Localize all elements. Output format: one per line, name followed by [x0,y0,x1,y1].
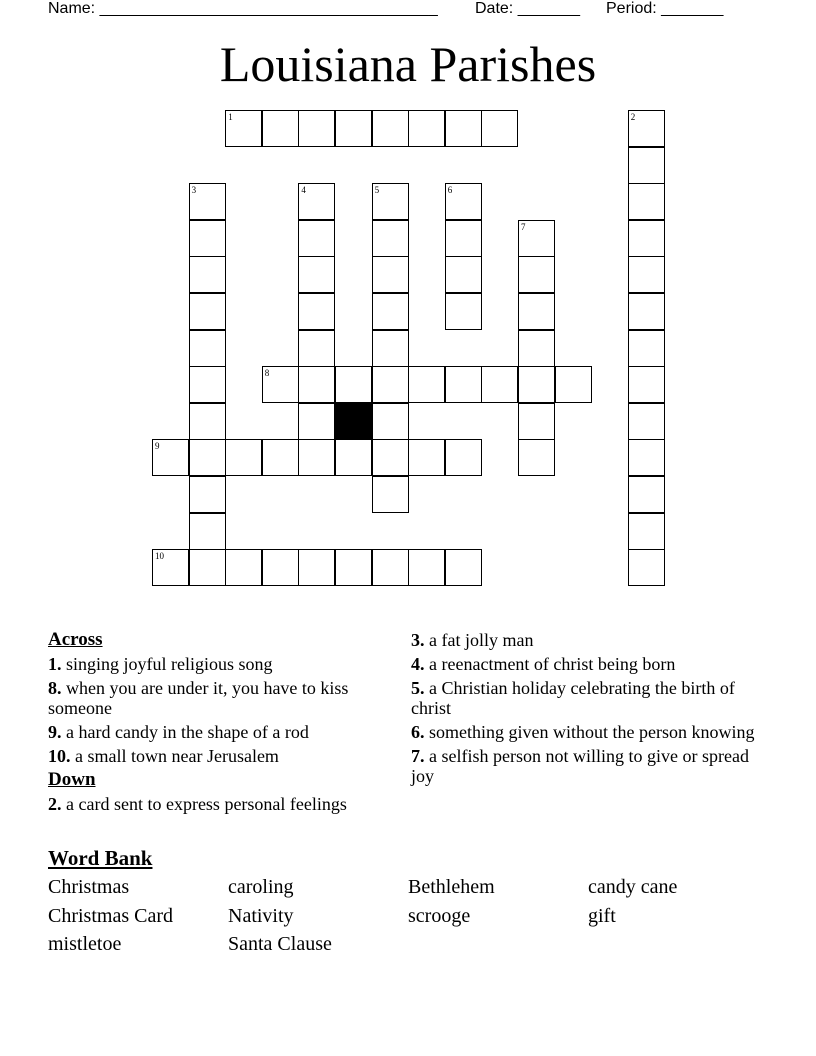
crossword-cell[interactable] [189,220,226,257]
crossword-cell[interactable] [152,549,189,586]
across-clue-10: 10. a small town near Jerusalem [48,746,279,766]
date-field: Date: _______ [475,0,580,17]
clue-number: 7 [521,221,526,232]
crossword-cell[interactable] [445,110,482,147]
clue-number: 8 [264,368,270,379]
crossword-cell[interactable] [518,330,555,367]
crossword-cell[interactable] [628,403,665,440]
crossword-cell[interactable] [518,293,555,330]
clue-number: 9 [155,441,160,452]
down-clue-5: 5. a Christian holiday celebrating the birth of christ [411,678,735,718]
crossword-cell[interactable] [189,256,226,293]
crossword-cell[interactable] [372,439,409,476]
clue-number: 10 [155,551,164,562]
down-clue-6: 6. something given without the person knowing [411,722,755,742]
word-bank-item: caroling [228,876,294,898]
clue-number: 6 [447,185,453,196]
crossword-cell[interactable] [262,549,299,586]
crossword-cell[interactable] [628,513,665,550]
crossword-cell[interactable] [225,110,262,147]
crossword-cell[interactable] [372,183,409,220]
across-clue-9: 9. a hard candy in the shape of a rod [48,722,309,742]
down-clue-4: 4. a reenactment of christ being born [411,654,676,674]
crossword-cell[interactable] [298,256,335,293]
crossword-cell[interactable] [372,476,409,513]
word-bank-title: Word Bank [48,846,153,870]
crossword-cell[interactable] [445,220,482,257]
crossword-cell[interactable] [518,403,555,440]
crossword-cell[interactable] [408,366,445,403]
name-field: Name: ______________________________________ [48,0,438,17]
crossword-cell[interactable] [555,366,592,403]
crossword-cell[interactable] [518,256,555,293]
crossword-cell[interactable] [189,403,226,440]
crossword-cell[interactable] [518,439,555,476]
crossword-cell[interactable] [189,476,226,513]
across-heading: Across [48,629,103,650]
crossword-cell[interactable] [445,293,482,330]
down-heading: Down [48,769,96,790]
crossword-cell[interactable] [445,183,482,220]
crossword-cell[interactable] [445,439,482,476]
word-bank-item: Nativity [228,904,294,927]
crossword-black-cell [335,403,372,440]
crossword-cell[interactable] [481,110,518,147]
crossword-cell[interactable] [628,366,665,403]
crossword-cell[interactable] [518,220,555,257]
crossword-cell[interactable] [372,549,409,586]
crossword-cell[interactable] [298,293,335,330]
crossword-cell[interactable] [372,403,409,440]
crossword-cell[interactable] [445,549,482,586]
crossword-cell[interactable] [152,439,189,476]
clues-right-column [411,630,761,790]
crossword-cell[interactable] [628,330,665,367]
down-clue-3: 3. a fat jolly man [411,630,534,650]
crossword-cell[interactable] [189,293,226,330]
clue-number: 5 [374,185,380,196]
crossword-cell[interactable] [518,366,555,403]
crossword-cell[interactable] [372,366,409,403]
crossword-cell[interactable] [225,549,262,586]
crossword-cell[interactable] [298,220,335,257]
crossword-cell[interactable] [189,183,226,220]
crossword-cell[interactable] [225,439,262,476]
crossword-cell[interactable] [372,330,409,367]
crossword-cell[interactable] [189,513,226,550]
word-bank-item: Bethlehem [408,876,495,898]
across-clue-1: 1. singing joyful religious song [48,654,273,674]
word-bank-item: candy cane [588,876,678,898]
crossword-cell[interactable] [262,110,299,147]
crossword-cell[interactable] [445,256,482,293]
clue-number: 4 [301,185,306,196]
crossword-cell[interactable] [262,439,299,476]
crossword-cell[interactable] [372,220,409,257]
crossword-cell[interactable] [408,439,445,476]
crossword-cell[interactable] [445,366,482,403]
crossword-cell[interactable] [628,147,665,184]
crossword-cell[interactable] [298,403,335,440]
crossword-cell[interactable] [372,110,409,147]
crossword-cell[interactable] [298,110,335,147]
word-bank [48,874,768,960]
crossword-cell[interactable] [628,183,665,220]
crossword-cell[interactable] [628,220,665,257]
word-bank-item: gift [588,904,616,927]
crossword-cell[interactable] [408,549,445,586]
crossword-cell[interactable] [298,183,335,220]
crossword-cell[interactable] [628,256,665,293]
word-bank-item: scrooge [408,904,471,927]
word-bank-item: mistletoe [48,933,122,955]
clues-left-column [48,630,378,818]
crossword-cell[interactable] [628,476,665,513]
crossword-cell[interactable] [189,549,226,586]
clue-number: 2 [630,112,636,122]
down-clue-7: 7. a selfish person not willing to give or spread joy [411,746,749,786]
crossword-cell[interactable] [408,110,445,147]
crossword-cell[interactable] [189,330,226,367]
crossword-cell[interactable] [628,110,665,147]
down-clue-2: 2. a card sent to express personal feelings [48,794,347,814]
crossword-cell[interactable] [298,366,335,403]
crossword-cell[interactable] [189,366,226,403]
word-bank-item: Christmas Card [48,904,173,927]
page-title: Louisiana Parishes [219,36,597,92]
crossword-cell[interactable] [335,549,372,586]
crossword-cell[interactable] [628,439,665,476]
crossword-cell[interactable] [335,439,372,476]
crossword-cell[interactable] [481,366,518,403]
crossword-cell[interactable] [335,110,372,147]
word-bank-item: Christmas [48,876,130,898]
crossword-cell[interactable] [372,256,409,293]
crossword-cell[interactable] [628,549,665,586]
crossword-cell[interactable] [335,366,372,403]
clue-number: 3 [191,185,197,196]
period-field: Period: _______ [606,0,724,17]
crossword-cell[interactable] [298,439,335,476]
clue-number: 1 [228,112,233,122]
across-clue-8: 8. when you are under it, you have to kiss someone [48,678,349,718]
crossword-cell[interactable] [298,549,335,586]
crossword-cell[interactable] [189,439,226,476]
crossword-cell[interactable] [262,366,299,403]
crossword-cell[interactable] [298,330,335,367]
crossword-cell[interactable] [628,293,665,330]
word-bank-item: Santa Clause [228,933,332,955]
crossword-cell[interactable] [372,293,409,330]
